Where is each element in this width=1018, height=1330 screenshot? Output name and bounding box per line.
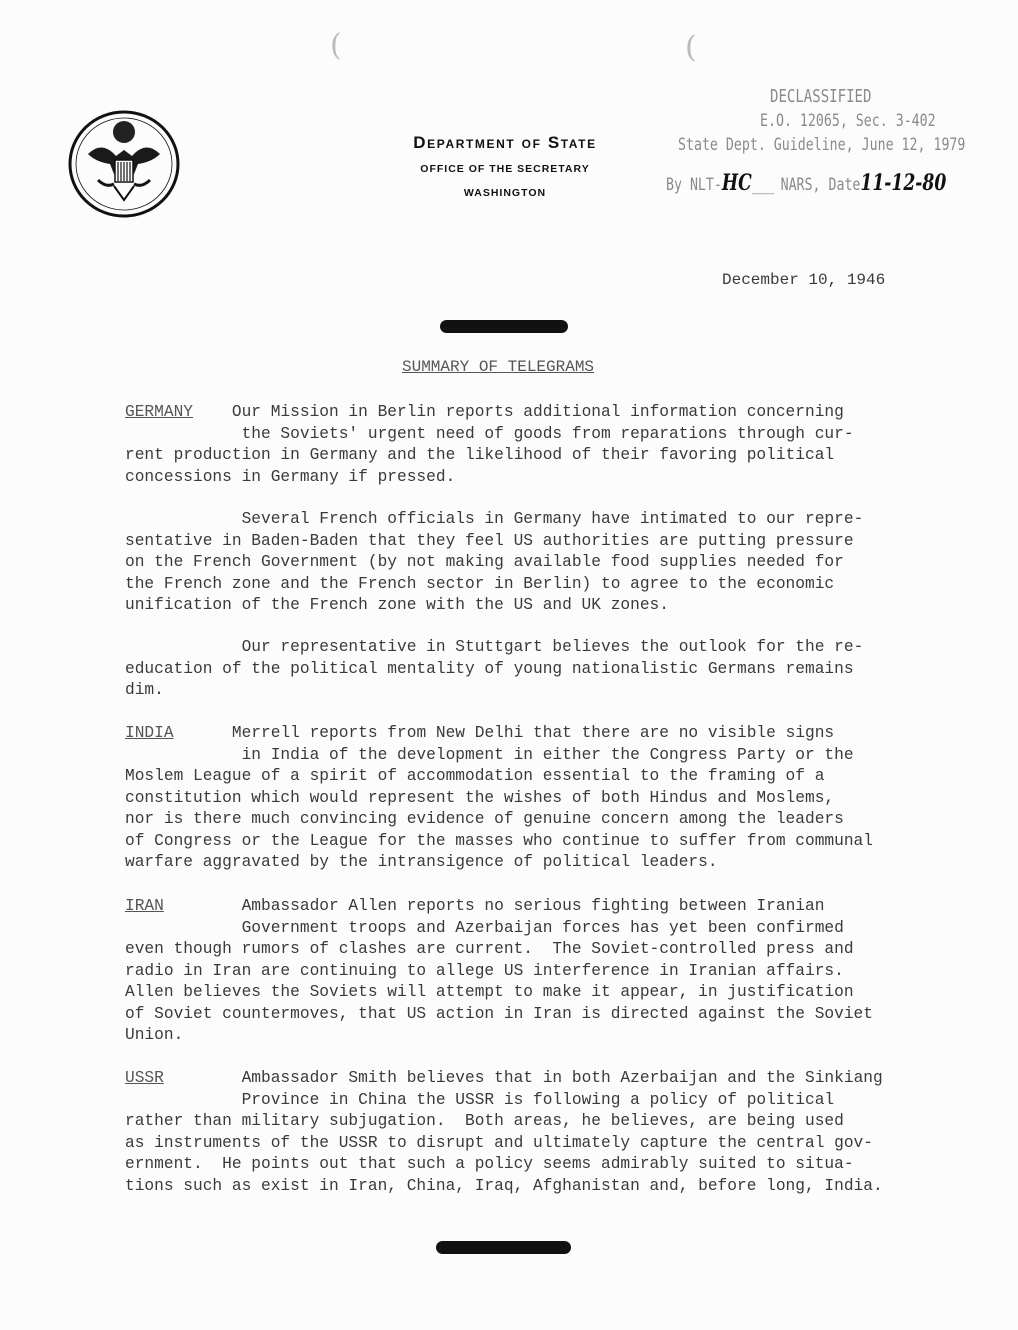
text-line: ernment. He points out that such a policy seems admirably suited to situa- [125,1155,854,1173]
text-line: Our representative in Stuttgart believes the outlook for the re- [241,638,864,656]
stamp-line-3: State Dept. Guideline, June 12, 1979 [678,135,966,155]
text-line: Ambassador Smith believes that in both Azerbaijan and the Sinkiang [241,1069,883,1087]
document-date: December 10, 1946 [722,271,886,289]
text-line: Allen believes the Soviets will attempt to make it appear, in justification [125,983,854,1001]
text-line: Moslem League of a spirit of accommodation essential to the framing of a [125,767,825,785]
stamp-date-handwritten: 11-12-80 [860,170,947,196]
stamp-line-4: By NLT-HC___ NARS, Date11-12-80 [666,170,947,196]
text-line: dim. [125,681,164,699]
text-line: even though rumors of clashes are current. The Soviet-controlled press and [125,940,854,958]
section-label-germany: GERMANY [125,403,193,421]
text-line: rent production in Germany and the likelihood of their favoring political [125,446,835,464]
section-label-iran: IRAN [125,897,164,915]
city-subtitle: WASHINGTON [463,187,547,199]
section-label-india: INDIA [125,724,174,742]
stamp-nars-date-label: NARS, Date [780,175,861,195]
text-line: nor is there much convincing evidence of genuine concern among the leaders [125,810,844,828]
ussr-paragraph [125,1068,965,1197]
text-line: education of the political mentality of young nationalistic Germans remains [125,659,854,678]
classification-redaction-bottom [436,1241,571,1254]
text-line: on the French Government (by not making available food supplies needed for [125,553,844,571]
scan-mark: ( [330,28,342,63]
stamp-by-prefix: By NLT- [666,175,722,195]
text-line: warfare aggravated by the intransigence of political leaders. [125,853,718,871]
germany-paragraph-3 [125,637,965,702]
text-line: Ambassador Allen reports no serious fighting between Iranian [241,897,825,915]
office-subtitle: OFFICE OF THE SECRETARY [420,163,590,175]
department-title: Department of State [413,133,597,152]
great-seal-icon [68,110,180,218]
text-line: rather than military subjugation. Both areas, he believes, are being used [125,1112,844,1130]
text-line: concessions in Germany if pressed. [125,467,456,486]
document-heading: SUMMARY OF TELEGRAMS [402,358,595,376]
text-line: Government troops and Azerbaijan forces has yet been confirmed [241,918,844,937]
text-line: Our Mission in Berlin reports additional information concerning [231,403,844,421]
iran-paragraph [125,896,965,1047]
text-line: in India of the development in either the Congress Party or the [241,745,854,764]
text-line: tions such as exist in Iran, China, Iraq, Afghanistan and, before long, India. [125,1176,883,1195]
text-line: sentative in Baden-Baden that they feel US authorities are putting pressure [125,531,854,550]
text-line: Union. [125,1026,184,1044]
text-line: Several French officials in Germany have intimated to our repre- [241,510,864,528]
text-line: radio in Iran are continuing to allege US interference in Iranian affairs. [125,961,844,980]
stamp-line-2: E.O. 12065, Sec. 3-402 [760,111,936,131]
text-line: as instruments of the USSR to disrupt and ultimately capture the central gov- [125,1133,873,1152]
text-line: Merrell reports from New Delhi that there are no visible signs [231,724,835,742]
text-line: the French zone and the French sector in Berlin) to agree to the economic [125,574,835,593]
section-label-ussr: USSR [125,1069,164,1087]
scan-mark: ( [685,30,697,65]
classification-redaction-top [440,320,568,333]
text-line: of Congress or the League for the masses who continue to suffer from communal [125,831,873,850]
text-line: of Soviet countermoves, that US action in Iran is directed against the Soviet [125,1004,873,1023]
germany-paragraph-2 [125,509,965,617]
text-line: unification of the French zone with the US and UK zones. [125,596,669,614]
stamp-initials-handwritten: HC [721,170,752,196]
text-line: constitution which would represent the wishes of both Hindus and Moslems, [125,788,835,807]
text-line: Province in China the USSR is following a policy of political [241,1090,835,1109]
germany-paragraph-1 [125,402,965,488]
india-paragraph [125,723,965,874]
stamp-line-1: DECLASSIFIED [770,86,872,107]
text-line: the Soviets' urgent need of goods from reparations through cur- [241,424,854,443]
